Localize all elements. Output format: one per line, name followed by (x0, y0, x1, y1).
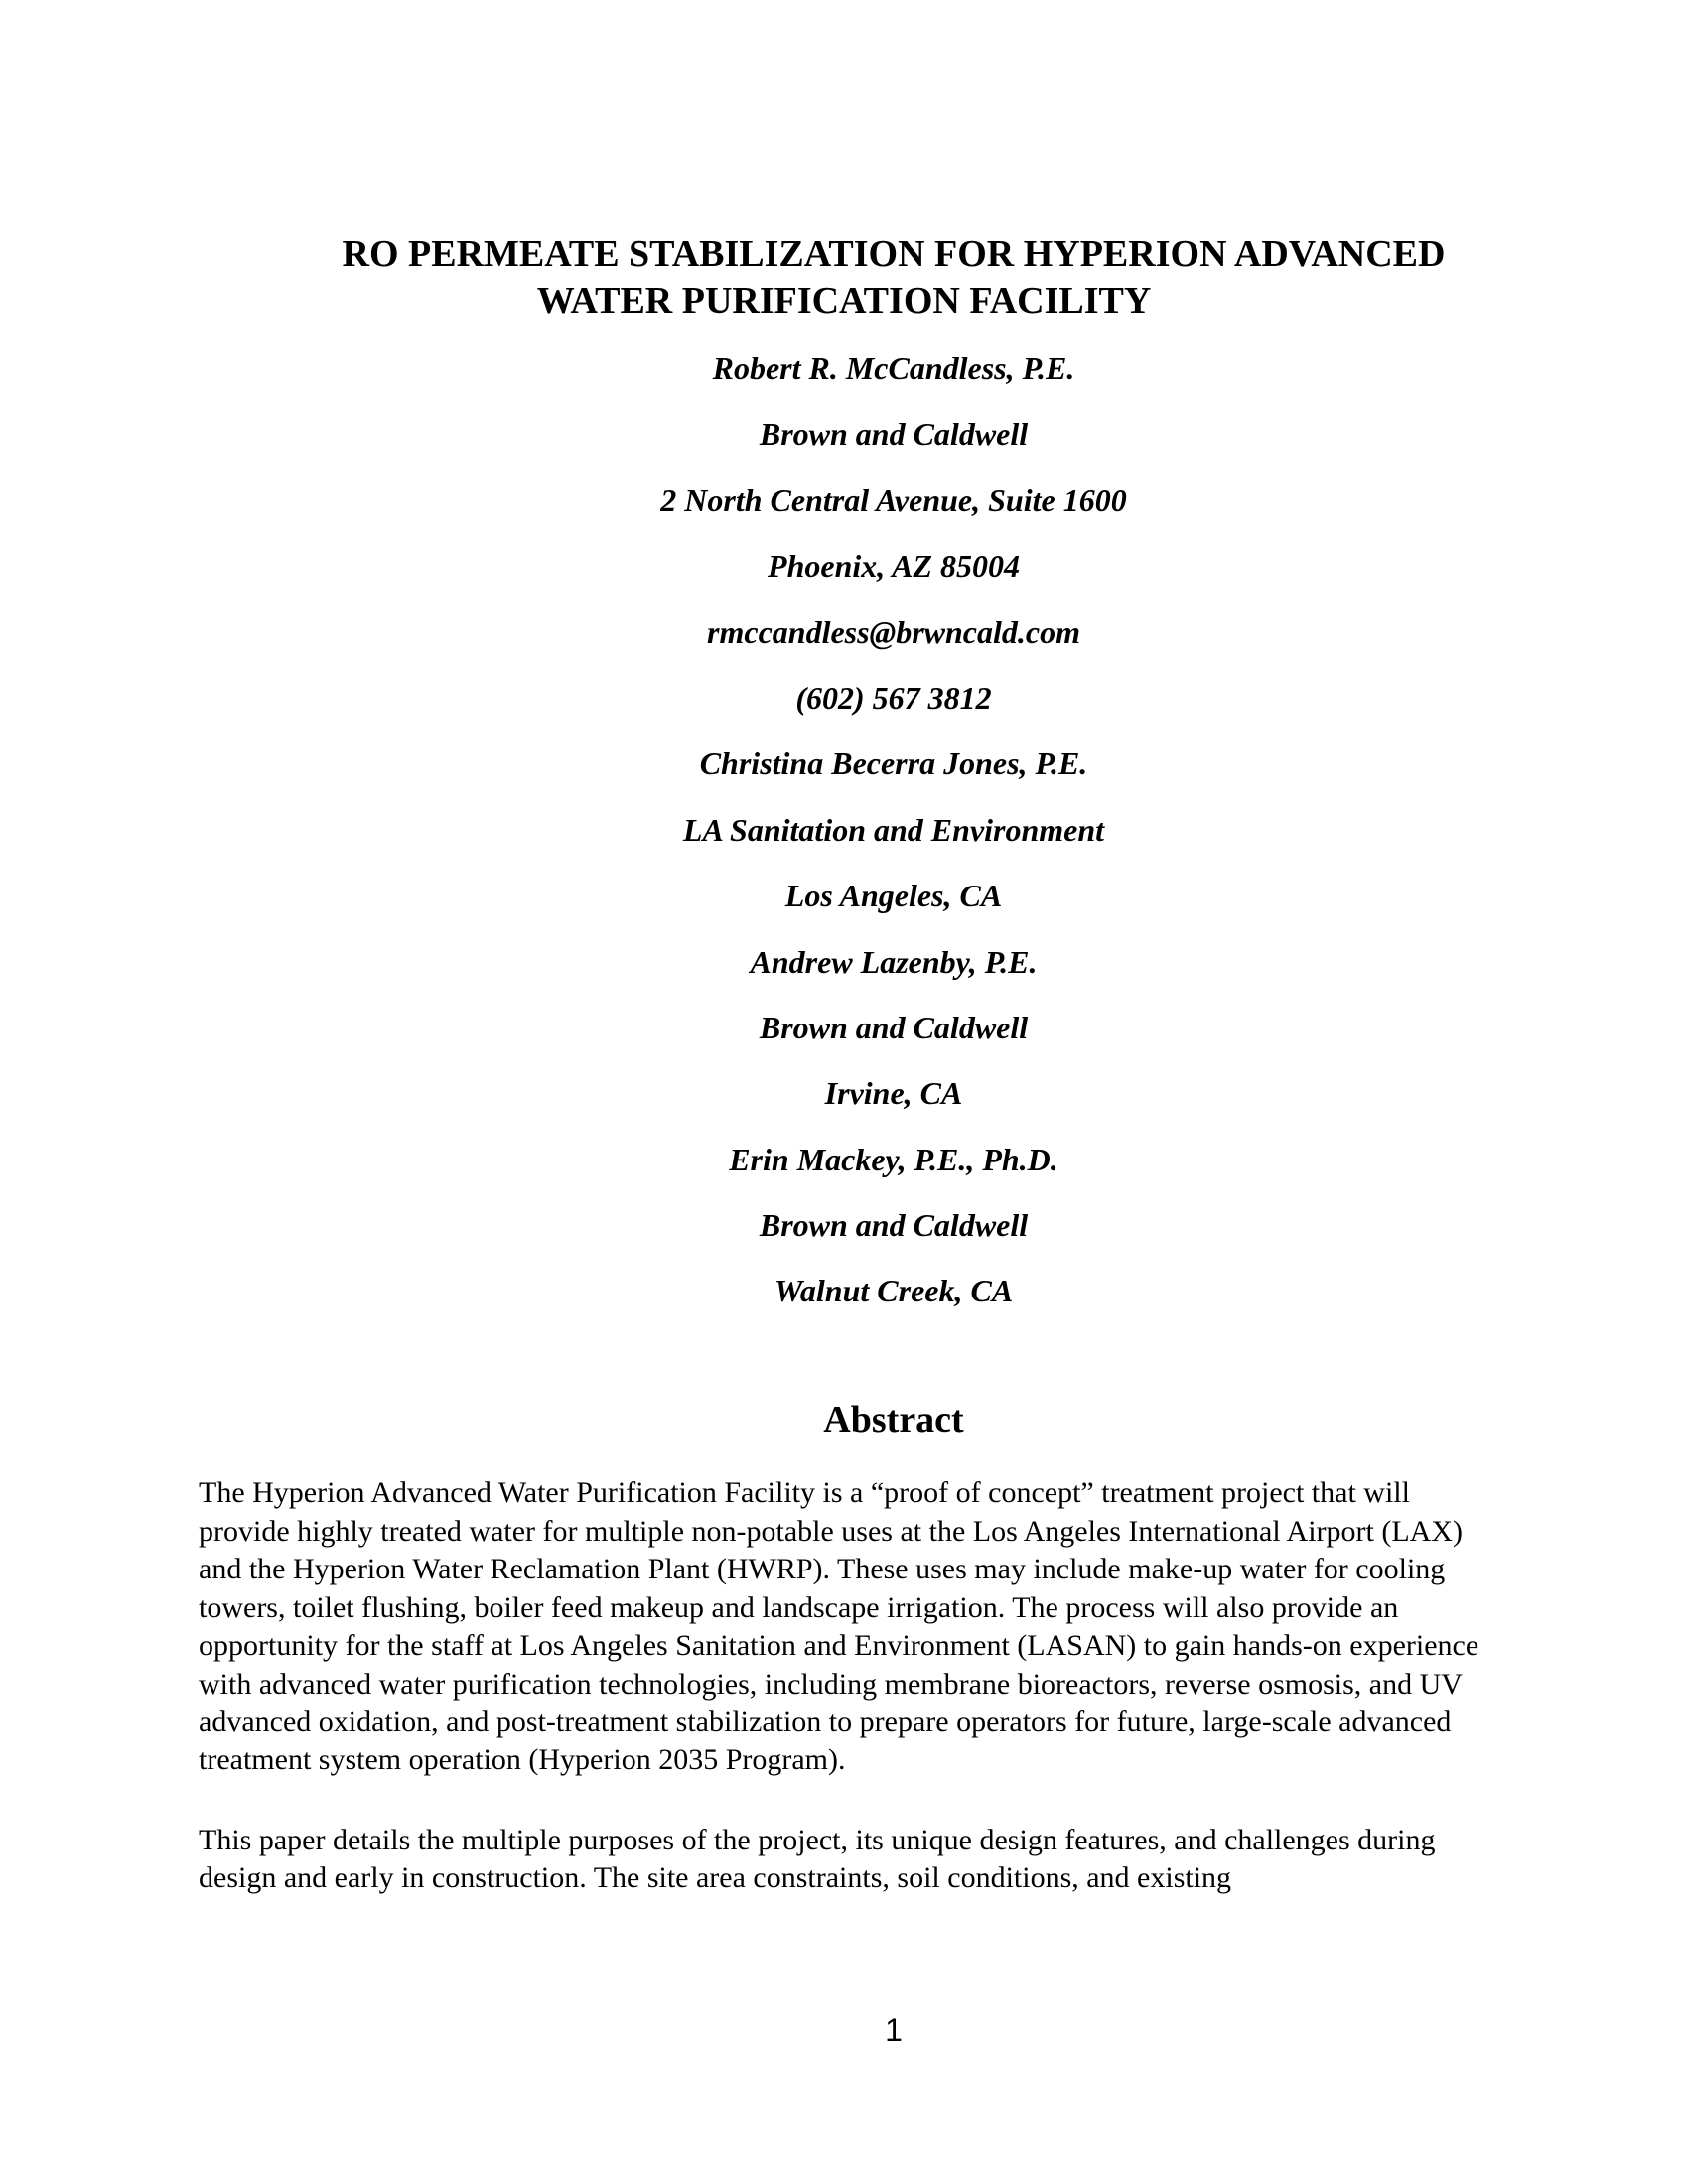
abstract-heading: Abstract (823, 1399, 964, 1441)
author-phone: (602) 567 3812 (795, 679, 992, 716)
abstract-paragraph-2: This paper details the multiple purposes of the project, its unique design features, and challenges during design and early in construction. The site area constraints, soil conditions, and existing (199, 1823, 1436, 1895)
paper-title (199, 231, 1489, 325)
author-affiliation: Brown and Caldwell (759, 1009, 1029, 1045)
author-name: Robert R. McCandless, P.E. (712, 350, 1075, 386)
author-city: Irvine, CA (824, 1075, 963, 1112)
author-city: Walnut Creek, CA (774, 1273, 1014, 1309)
author-name: Erin Mackey, P.E., Ph.D. (729, 1141, 1058, 1177)
page-number: 1 (885, 2012, 903, 2048)
author-affiliation: LA Sanitation and Environment (682, 811, 1105, 848)
author-address: 2 North Central Avenue, Suite 1600 (660, 481, 1127, 518)
author-name: Andrew Lazenby, P.E. (750, 943, 1038, 980)
author-affiliation: Brown and Caldwell (759, 416, 1029, 453)
author-email: rmccandless@brwncald.com (707, 614, 1080, 650)
paper-title-line-2: WATER PURIFICATION FACILITY (536, 280, 1152, 322)
author-city: Los Angeles, CA (784, 878, 1003, 914)
abstract-paragraph-1: The Hyperion Advanced Water Purification Facility is a “proof of concept” treatment project that will provide highly treated water for multiple non-potable uses at the Los Angeles International Airport (LAX) and the Hyperion Water Reclamation Plant (HWRP). These uses may include make-up water for cooling towers, toilet flushing, boiler feed makeup and landscape irrigation. The process will also provide an opportunity for the staff at Los Angeles Sanitation and Environment (LASAN) to gain hands-on experience with advanced water purification technologies, including membrane bioreactors, reverse osmosis, and UV advanced oxidation, and post-treatment stabilization to prepare operators for future, large-scale advanced treatment system operation (Hyperion 2035 Program). (199, 1476, 1479, 1777)
author-affiliation: Brown and Caldwell (759, 1207, 1029, 1244)
author-city: Phoenix, AZ 85004 (768, 548, 1020, 585)
author-name: Christina Becerra Jones, P.E. (699, 746, 1088, 782)
paper-title-line-1: RO PERMEATE STABILIZATION FOR HYPERION ADVANCED (342, 233, 1446, 275)
author-block (199, 349, 1489, 1309)
